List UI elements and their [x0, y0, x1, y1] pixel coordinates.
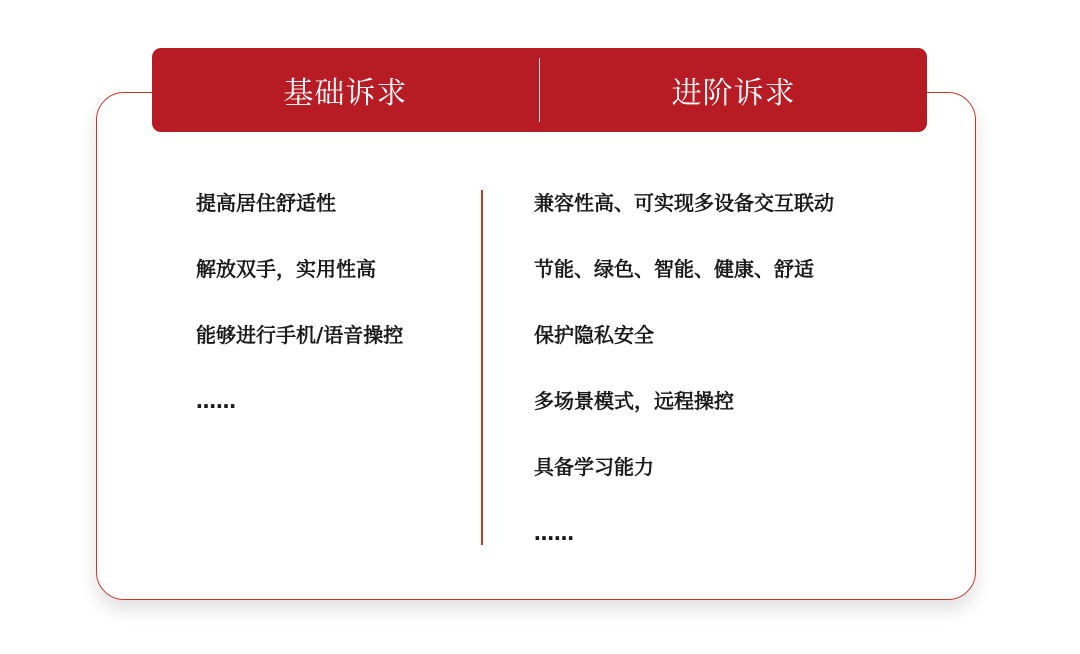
basic-needs-list [196, 187, 403, 451]
basic-need-ellipsis: …… [196, 389, 236, 413]
column-divider [481, 190, 483, 545]
advanced-need-item: 节能、绿色、智能、健康、舒适 [534, 257, 814, 281]
basic-need-item: 能够进行手机/语音操控 [196, 323, 404, 347]
basic-need-item: 提高居住舒适性 [196, 191, 336, 215]
advanced-need-item: 保护隐私安全 [534, 323, 654, 347]
advanced-need-item: 多场景模式，远程操控 [534, 389, 734, 413]
header-banner [152, 48, 927, 132]
advanced-need-ellipsis: …… [534, 521, 574, 545]
basic-needs-title: 基础诉求 [283, 76, 408, 111]
basic-need-item: 解放双手，实用性高 [196, 257, 376, 281]
advanced-need-item: 具备学习能力 [534, 455, 654, 479]
advanced-need-item: 兼容性高、可实现多设备交互联动 [534, 191, 834, 215]
advanced-needs-title: 进阶诉求 [671, 76, 796, 111]
advanced-needs-list [534, 187, 834, 583]
